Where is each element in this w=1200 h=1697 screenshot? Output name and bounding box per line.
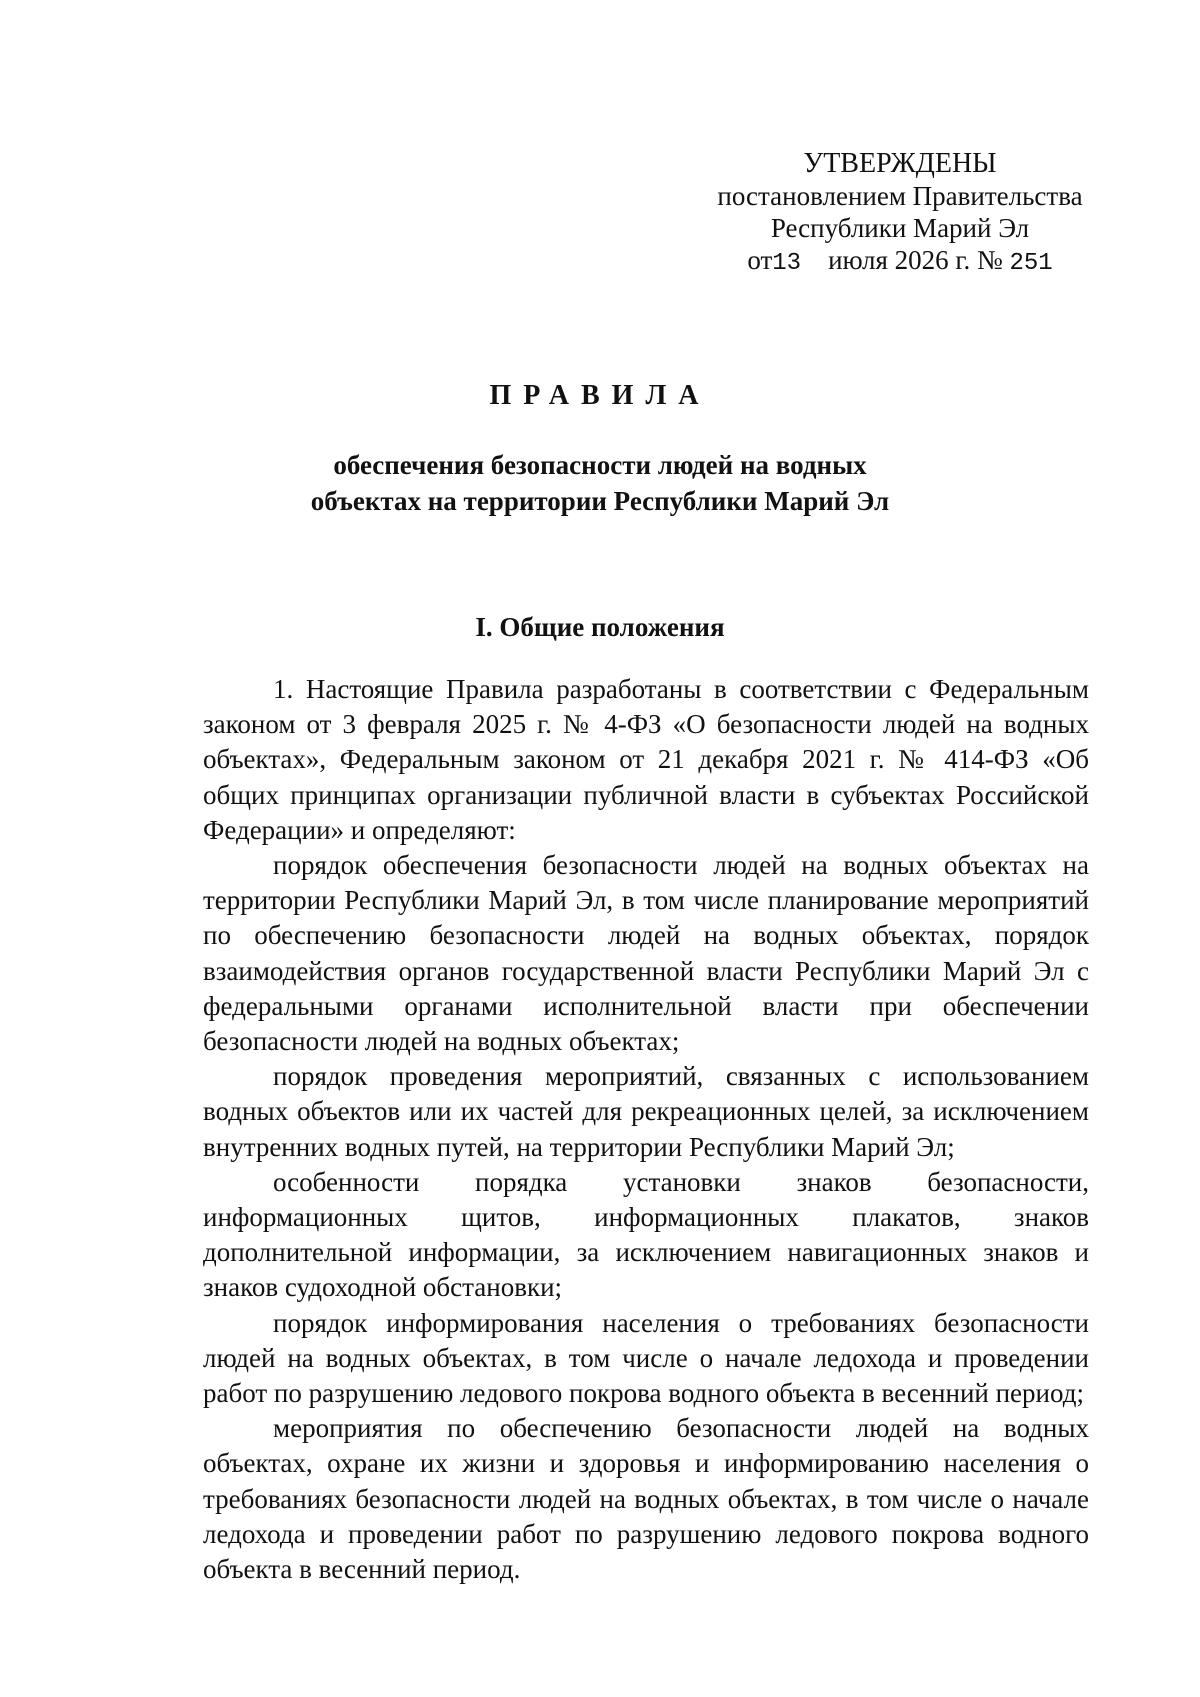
paragraph: 1. Настоящие Правила разработаны в соответствии с Федеральным законом от 3 февраля 2025 г. № 4-ФЗ «О безопасности людей на водных объектах», Федеральным законом от 21 декабря 2021 г. № 414-ФЗ «Об общих принципах организации публичной власти в субъектах Российской Федерации» и определяют: [203, 674, 1089, 845]
approval-number: 251 [1009, 250, 1053, 277]
subtitle-line-1: обеспечения безопасности людей на водных [333, 450, 867, 480]
document-subtitle [0, 447, 1200, 519]
paragraph: порядок информирования населения о требованиях безопасности людей на водных объектах, в том числе о начале ледохода и проведении работ по разрушению ледового покрова водного объекта в весенний период; [203, 1307, 1089, 1409]
paragraph: особенности порядка установки знаков безопасности, информационных щитов, информационных плакатов, знаков дополнительной информации, за исключением навигационных знаков и знаков судоходной обстановки; [203, 1166, 1089, 1303]
approval-date-prefix: от [747, 245, 773, 275]
paragraph: порядок обеспечения безопасности людей на водных объектах на территории Республики Марий Эл, в том числе планирование мероприятий по обеспечению безопасности людей на водных объектах, порядок взаимодействия органов государственной власти Республики Марий Эл с федеральными органами исполнительной власти при обеспечении безопасности людей на водных объектах; [203, 850, 1089, 1057]
approval-date-line [700, 244, 1100, 280]
document-title: ПРАВИЛА [489, 380, 711, 411]
body-text [203, 672, 1089, 1587]
paragraph: мероприятия по обеспечению безопасности людей на водных объектах, охране их жизни и здоровья и информированию населения о требованиях безопасности людей на водных объектах, в том числе о начале ледохода и проведении работ по разрушению ледового покрова водного объекта в весенний период. [203, 1413, 1089, 1585]
approval-line-2: Республики Марий Эл [770, 213, 1030, 243]
approval-month-year: июля 2026 г. № [828, 245, 1003, 275]
subtitle-line-2: объектах на территории Республики Марий Эл [310, 486, 890, 516]
approval-day: 13 [772, 250, 802, 277]
approval-line-1: постановлением Правительства [717, 181, 1083, 211]
section-heading: I. Общие положения [475, 612, 725, 642]
approval-heading: УТВЕРЖДЕНЫ [803, 148, 997, 179]
paragraph: порядок проведения мероприятий, связанных с использованием водных объектов или их частей для рекреационных целей, за исключением внутренних водных путей, на территории Республики Марий Эл; [203, 1061, 1089, 1162]
approval-block [700, 148, 1100, 280]
